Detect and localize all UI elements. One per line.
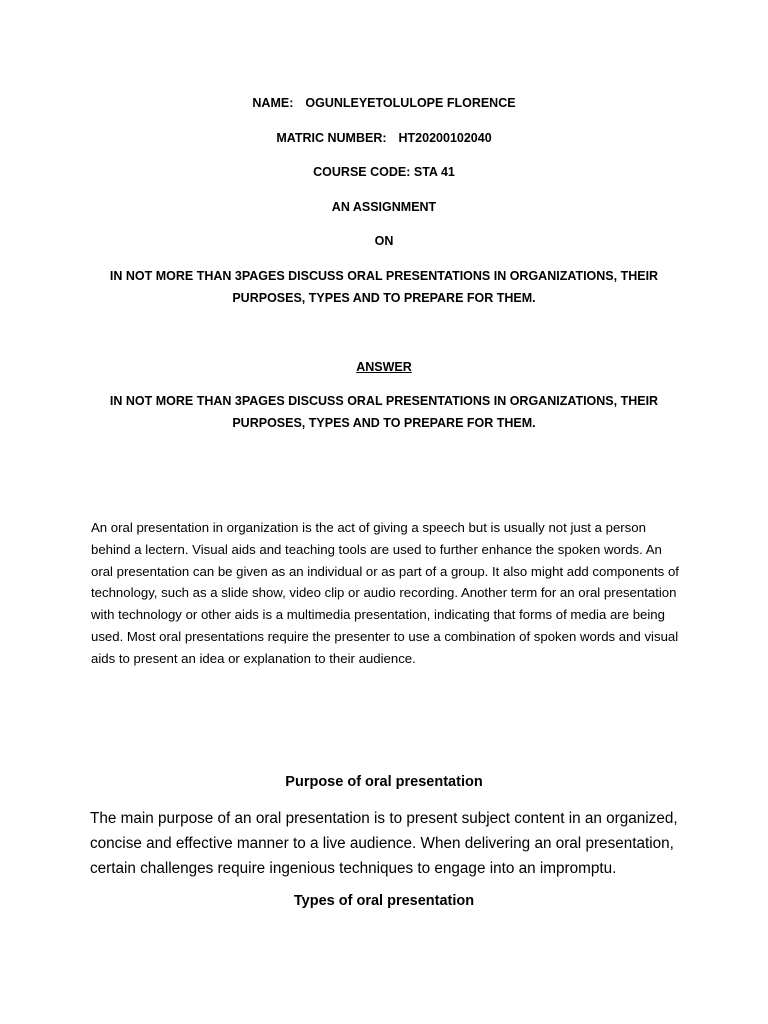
answer-heading [0, 356, 768, 378]
matric-value: HT20200102040 [398, 131, 492, 145]
assignment-label: AN ASSIGNMENT [331, 200, 437, 214]
name-label: NAME: [252, 96, 294, 110]
course-code: COURSE CODE: STA 41 [313, 165, 455, 179]
assignment-topic: IN NOT MORE THAN 3PAGES DISCUSS ORAL PRESENTATIONS IN ORGANIZATIONS, THEIR PURPOSES, TYPES AND TO PREPARE FOR THEM. [109, 269, 659, 305]
name-value: OGUNLEYETOLULOPE FLORENCE [305, 96, 516, 110]
answer-topic: IN NOT MORE THAN 3PAGES DISCUSS ORAL PRESENTATIONS IN ORGANIZATIONS, THEIR PURPOSES, TYPES AND TO PREPARE FOR THEM. [109, 394, 659, 430]
types-heading: Types of oral presentation [293, 893, 475, 909]
matric-line [0, 127, 768, 149]
purpose-paragraph: The main purpose of an oral presentation is to present subject content in an organized, concise and effective manner to a live audience. When delivering an oral presentation, certain challenges require ingenious techniques to engage into an impromptu. [90, 810, 678, 877]
name-line [0, 92, 768, 114]
intro-paragraph: An oral presentation in organization is the act of giving a speech but is usually not just a person behind a lectern. Visual aids and teaching tools are used to further enhance the spoken words. An oral presentation can be given as an individual or as part of a group. It also might add components of technology, such as a slide show, video clip or audio recording. Another term for an oral presentation with technology or other aids is a multimedia presentation, indicating that forms of media are being used. Most oral presentations require the presenter to use a combination of spoken words and visual aids to present an idea or explanation to their audience. [91, 520, 679, 666]
on-label: ON [374, 234, 394, 248]
purpose-heading: Purpose of oral presentation [285, 774, 483, 790]
matric-label: MATRIC NUMBER: [276, 131, 387, 145]
answer-heading-text: ANSWER [356, 360, 412, 374]
